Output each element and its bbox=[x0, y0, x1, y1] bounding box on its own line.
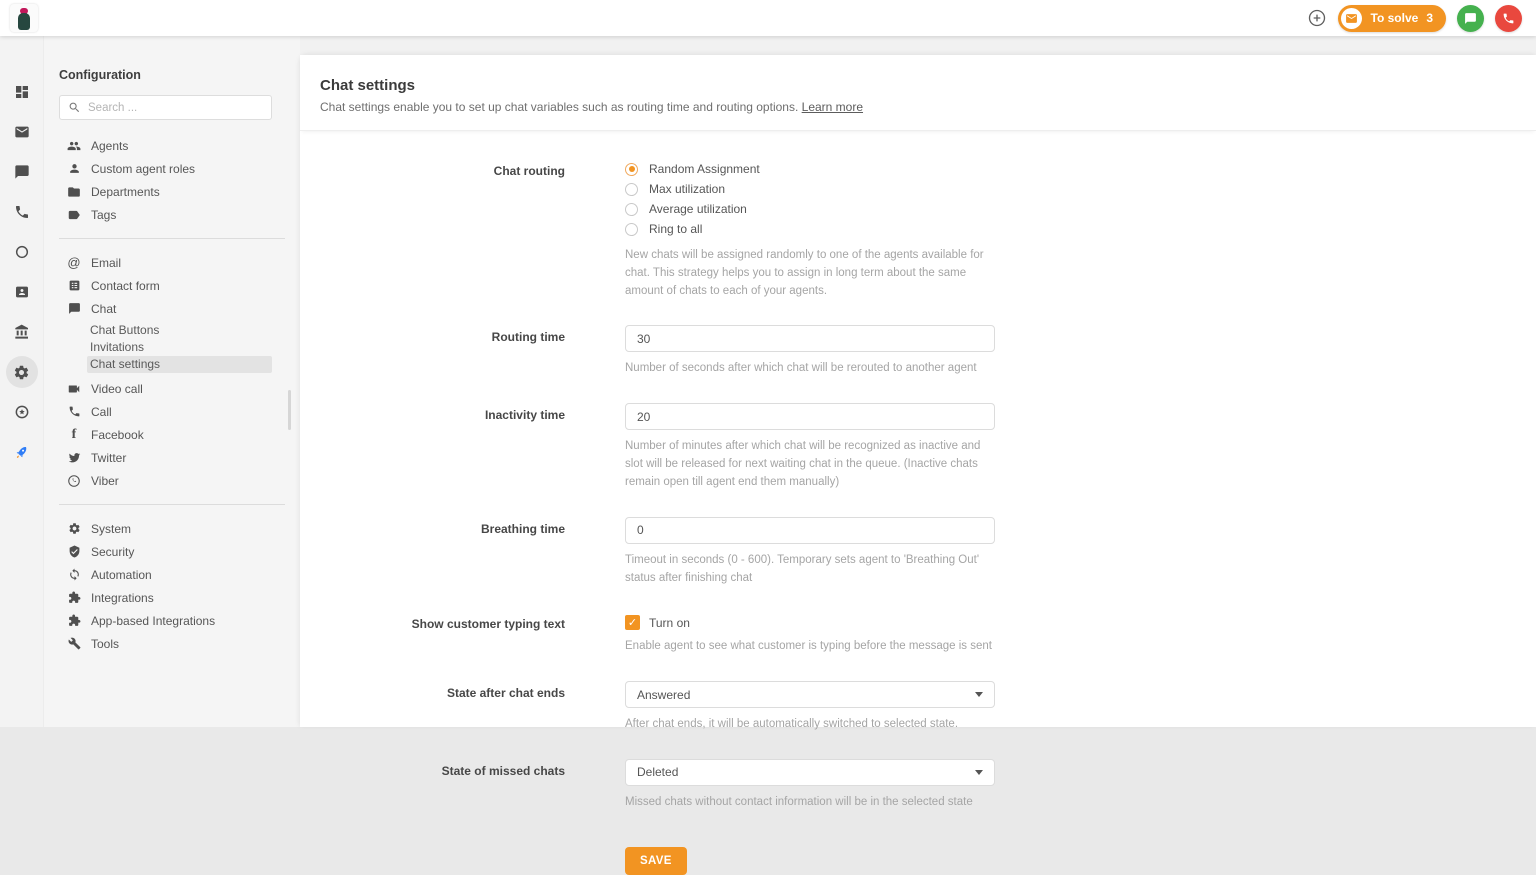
sidebar-item-custom-agent-roles[interactable] bbox=[44, 157, 300, 180]
sidebar-item-facebook[interactable] bbox=[44, 423, 300, 446]
page-header bbox=[300, 55, 1536, 131]
sidebar-item-twitter[interactable] bbox=[44, 446, 300, 469]
turn-on-checkbox[interactable]: ✓ Turn on bbox=[625, 612, 995, 630]
sidebar-item-label: Viber bbox=[91, 473, 119, 488]
radio-icon bbox=[625, 163, 638, 176]
learn-more-link[interactable]: Learn more bbox=[801, 100, 864, 114]
sidebar-title: Configuration bbox=[59, 68, 141, 82]
phone-icon bbox=[14, 204, 30, 220]
sidebar-item-label: Chat bbox=[91, 301, 117, 316]
checkbox-checked-icon: ✓ bbox=[625, 615, 640, 630]
show-typing-help: Enable agent to see what customer is typing before the message is sent bbox=[625, 640, 992, 653]
phone-icon bbox=[67, 405, 81, 419]
sidebar-item-app-based-integrations[interactable] bbox=[44, 609, 300, 632]
chevron-down-icon bbox=[975, 770, 983, 775]
rail-tickets[interactable] bbox=[2, 112, 42, 152]
sidebar-item-chat[interactable] bbox=[44, 297, 300, 320]
rail-dashboard[interactable] bbox=[2, 72, 42, 112]
sidebar-item-label: Custom agent roles bbox=[91, 161, 196, 176]
add-plus-icon[interactable] bbox=[1307, 8, 1327, 28]
content-area bbox=[0, 36, 1536, 867]
sidebar-item-label: Contact form bbox=[91, 278, 160, 293]
to-solve-button[interactable] bbox=[1338, 5, 1446, 32]
folder-icon bbox=[67, 185, 81, 199]
radio-icon bbox=[625, 183, 638, 196]
topbar bbox=[0, 0, 1536, 36]
sidebar-item-label: Video call bbox=[91, 381, 143, 396]
breathing-time-help: Timeout in seconds (0 - 600). Temporary sets agent to 'Breathing Out' status after finishing chat bbox=[625, 553, 980, 584]
rail-recent[interactable] bbox=[2, 232, 42, 272]
state-missed-label: State of missed chats bbox=[441, 763, 565, 778]
sidebar-item-agents[interactable] bbox=[44, 134, 300, 157]
sidebar-item-tools[interactable] bbox=[44, 632, 300, 655]
rail-customer-portal[interactable] bbox=[2, 312, 42, 352]
state-after-chat-help: After chat ends, it will be automatically switched to selected state. bbox=[625, 718, 959, 731]
gear-icon bbox=[13, 364, 30, 381]
sidebar-item-chat-settings[interactable]: Chat settings bbox=[87, 356, 272, 373]
radio-random-assignment[interactable]: Random Assignment bbox=[625, 159, 995, 179]
sidebar-item-label: Email bbox=[91, 255, 122, 270]
person-icon bbox=[67, 162, 81, 176]
chat-sub-menu bbox=[87, 322, 272, 373]
radio-icon bbox=[625, 223, 638, 236]
sync-icon bbox=[67, 568, 81, 582]
sidebar-item-security[interactable] bbox=[44, 540, 300, 563]
logo-body bbox=[18, 13, 30, 30]
topbar-actions bbox=[1307, 5, 1522, 32]
sidebar-item-call[interactable] bbox=[44, 400, 300, 423]
sidebar-item-label: Security bbox=[91, 544, 135, 559]
viber-icon bbox=[67, 474, 81, 488]
page-title: Chat settings bbox=[320, 77, 416, 94]
form-icon bbox=[67, 279, 81, 293]
dashboard-grid-icon bbox=[14, 84, 30, 100]
state-after-chat-label: State after chat ends bbox=[446, 686, 565, 701]
calls-button[interactable] bbox=[1495, 5, 1522, 32]
chats-button[interactable] bbox=[1457, 5, 1484, 32]
radio-icon bbox=[625, 203, 638, 216]
configuration-sidebar bbox=[43, 36, 300, 727]
circle-icon bbox=[14, 244, 30, 260]
sidebar-item-integrations[interactable] bbox=[44, 586, 300, 609]
agents-icon bbox=[67, 139, 81, 153]
radio-max-utilization[interactable]: Max utilization bbox=[625, 179, 995, 199]
search-icon bbox=[68, 101, 81, 114]
rail-contacts[interactable] bbox=[2, 272, 42, 312]
sidebar-scrollbar[interactable] bbox=[288, 390, 291, 430]
shield-icon bbox=[67, 545, 81, 559]
envelope-icon bbox=[14, 124, 30, 140]
sidebar-item-chat-buttons[interactable]: Chat Buttons bbox=[90, 323, 160, 337]
envelope-icon bbox=[1341, 8, 1362, 29]
facebook-icon: f bbox=[71, 426, 77, 442]
tag-icon bbox=[67, 208, 81, 222]
radio-ring-to-all[interactable]: Ring to all bbox=[625, 219, 995, 239]
sidebar-item-email[interactable] bbox=[44, 251, 300, 274]
sidebar-search[interactable] bbox=[59, 95, 272, 120]
puzzle-icon bbox=[67, 614, 81, 628]
contact-card-icon bbox=[14, 284, 30, 300]
rocket-icon bbox=[13, 444, 30, 461]
puzzle-icon bbox=[67, 591, 81, 605]
sidebar-item-label: Automation bbox=[91, 567, 152, 582]
sidebar-item-contact-form[interactable] bbox=[44, 274, 300, 297]
phone-icon bbox=[1502, 12, 1515, 25]
state-after-chat-row bbox=[300, 681, 1536, 734]
rail-gamification[interactable] bbox=[2, 392, 42, 432]
routing-time-input[interactable] bbox=[625, 325, 995, 352]
sidebar-item-label: Agents bbox=[91, 138, 129, 153]
video-camera-icon bbox=[67, 382, 81, 396]
chat-bubble-icon bbox=[1464, 12, 1477, 25]
chat-routing-label: Chat routing bbox=[493, 164, 565, 178]
icon-rail bbox=[0, 36, 43, 727]
sidebar-item-label: System bbox=[91, 521, 132, 536]
breathing-time-label: Breathing time bbox=[480, 521, 565, 536]
breathing-time-input[interactable] bbox=[625, 517, 995, 544]
sidebar-item-label: Integrations bbox=[91, 590, 154, 605]
sidebar-menu bbox=[44, 134, 300, 655]
menu-divider bbox=[59, 238, 285, 239]
to-solve-count: 3 bbox=[1426, 11, 1433, 25]
chat-routing-row bbox=[300, 159, 1536, 300]
routing-time-help: Number of seconds after which chat will be rerouted to another agent bbox=[625, 362, 977, 375]
chat-bubble-icon bbox=[67, 302, 81, 316]
breathing-time-row bbox=[300, 517, 1536, 588]
sidebar-item-departments[interactable] bbox=[44, 180, 300, 203]
search-input[interactable] bbox=[88, 102, 263, 114]
bank-icon bbox=[14, 324, 30, 340]
sidebar-item-label: Tools bbox=[91, 636, 120, 651]
chat-bubble-icon bbox=[14, 164, 30, 180]
rail-getting-started[interactable] bbox=[2, 432, 42, 472]
inactivity-time-label: Inactivity time bbox=[484, 408, 565, 423]
save-button[interactable]: SAVE bbox=[625, 847, 687, 875]
sidebar-item-invitations[interactable]: Invitations bbox=[90, 340, 145, 354]
routing-time-label: Routing time bbox=[491, 330, 565, 345]
rail-configuration[interactable] bbox=[2, 352, 42, 392]
sidebar-item-tags[interactable] bbox=[44, 203, 300, 226]
show-typing-row bbox=[300, 612, 1536, 656]
sidebar-item-label: Departments bbox=[91, 184, 160, 199]
sidebar-item-label: Tags bbox=[91, 207, 117, 222]
rail-chats[interactable] bbox=[2, 152, 42, 192]
sidebar-item-label: Call bbox=[91, 404, 112, 419]
show-typing-label: Show customer typing text bbox=[411, 617, 565, 632]
gear-icon bbox=[67, 522, 81, 536]
main-panel bbox=[300, 55, 1536, 867]
wrench-icon bbox=[67, 637, 81, 651]
inactivity-time-input[interactable] bbox=[625, 403, 995, 430]
app-logo[interactable] bbox=[10, 4, 38, 32]
to-solve-label: To solve bbox=[1370, 11, 1419, 25]
sidebar-item-system[interactable] bbox=[44, 517, 300, 540]
rail-calls[interactable] bbox=[2, 192, 42, 232]
chevron-down-icon bbox=[975, 692, 983, 697]
menu-divider bbox=[59, 504, 285, 505]
sidebar-item-label: App-based Integrations bbox=[91, 613, 216, 628]
sidebar-item-automation[interactable] bbox=[44, 563, 300, 586]
star-circle-icon bbox=[14, 404, 30, 420]
chat-settings-form bbox=[300, 131, 1536, 875]
sidebar-item-label: Facebook bbox=[91, 427, 144, 442]
page-subtitle: Chat settings enable you to set up chat variables such as routing time and routing options. Learn more bbox=[320, 100, 864, 114]
state-after-chat-select[interactable]: Answered bbox=[625, 681, 995, 708]
sidebar-item-label: Twitter bbox=[91, 450, 127, 465]
twitter-bird-icon bbox=[67, 451, 81, 465]
sidebar-item-video-call[interactable] bbox=[44, 377, 300, 400]
radio-average-utilization[interactable]: Average utilization bbox=[625, 199, 995, 219]
state-missed-select[interactable]: Deleted bbox=[625, 759, 995, 786]
routing-time-row bbox=[300, 325, 1536, 378]
chat-routing-help: New chats will be assigned randomly to one of the agents available for chat. This strategy helps you to assign in long term about the same amount of chats to each of your agents. bbox=[625, 249, 984, 297]
at-sign-icon: @ bbox=[67, 255, 81, 270]
state-missed-row bbox=[300, 759, 1536, 812]
inactivity-time-help: Number of minutes after which chat will be recognized as inactive and slot will be released for next waiting chat in the queue. (Inactive chats remain open till agent end them manually) bbox=[625, 440, 981, 488]
state-missed-help: Missed chats without contact information will be in the selected state bbox=[625, 795, 973, 808]
inactivity-time-row bbox=[300, 403, 1536, 491]
sidebar-item-viber[interactable] bbox=[44, 469, 300, 492]
